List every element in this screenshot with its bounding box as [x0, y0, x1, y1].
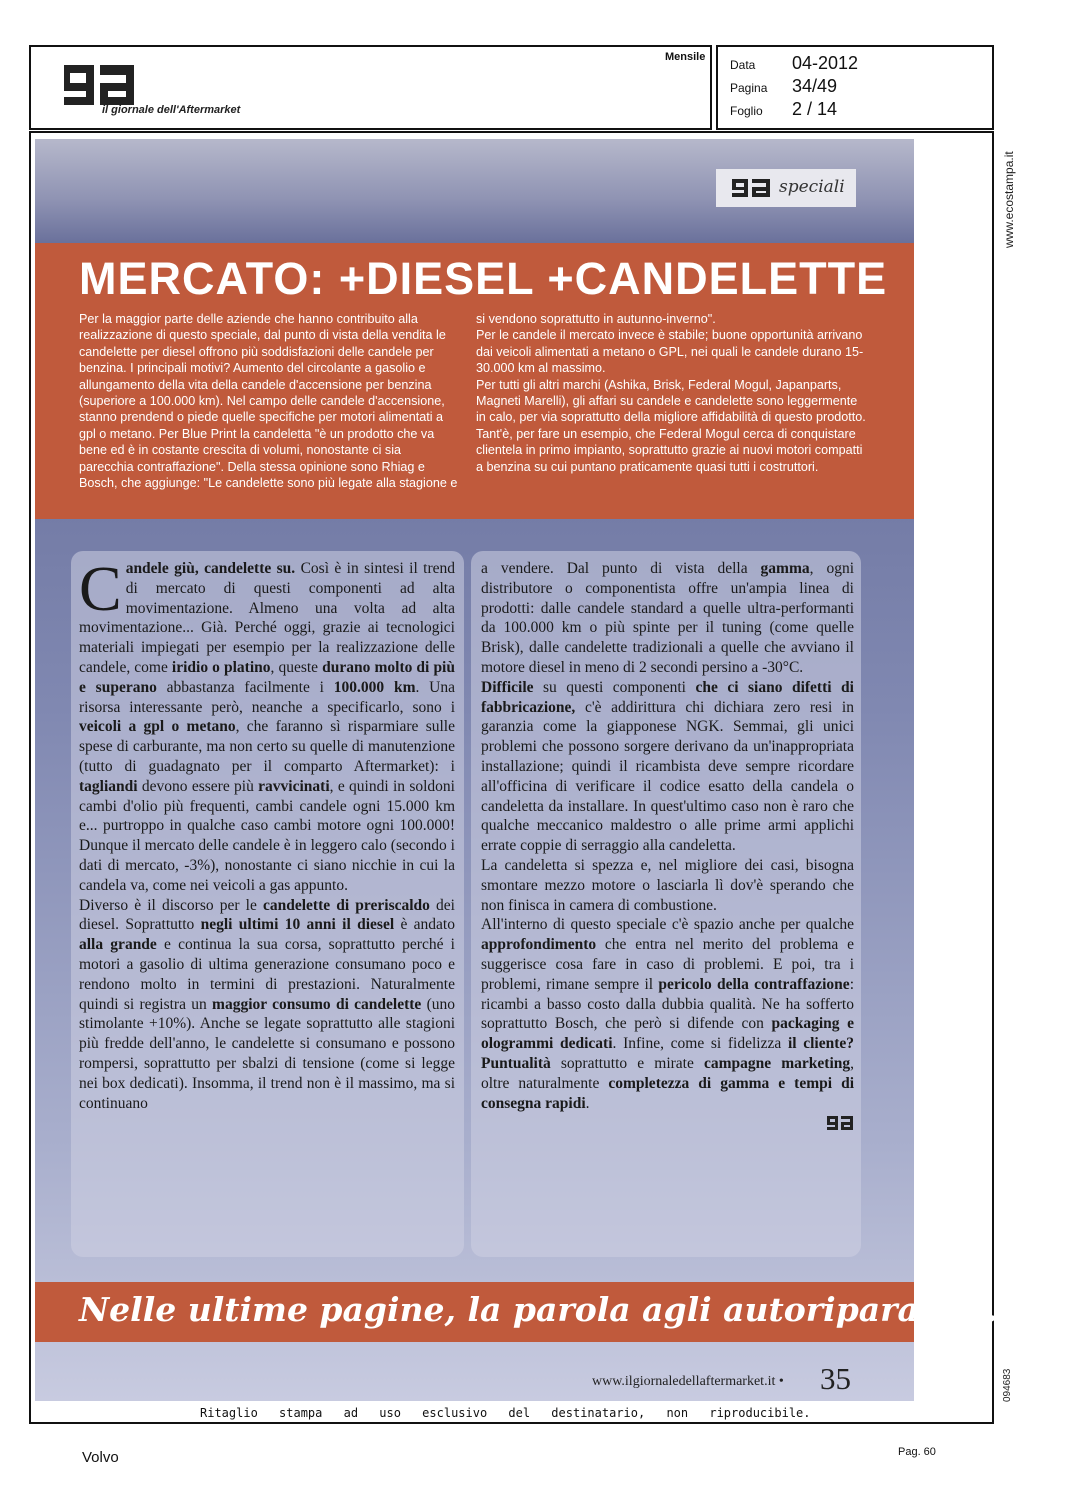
text-run: devono essere più	[137, 777, 259, 795]
intro-right	[476, 311, 866, 475]
meta-label: Foglio	[730, 104, 763, 118]
text-run: a vendere. Dal punto di vista della	[481, 560, 761, 577]
bottom-banner	[35, 1282, 1021, 1342]
bold-run: iridio o platino	[171, 658, 271, 676]
bold-run: ravvicinati	[258, 777, 330, 795]
article-paragraph	[481, 559, 854, 678]
bold-run: tagliandi	[79, 777, 138, 795]
article-column-left	[79, 553, 456, 1113]
intro-paragraph: Tant'è, per fare un esempio, che Federal Mogul cerca di conquistare clientela in primo impianto, soprattutto grazie ai nuovi motori compatti a benzina su cui puntano praticamente quasi tutti i costruttori.	[476, 426, 863, 474]
bold-run: candelette di preriscaldo	[262, 896, 430, 914]
bold-run: che ci siano difetti di fabbricazione,	[481, 678, 854, 716]
text-run: è andato	[394, 916, 455, 934]
intro-paragraph: Per le candele il mercato invece è stabile; buone opportunità arrivano dai veicoli alimentati a metano o GPL, nei quali le candele durano 15-30.000 km al massimo.	[476, 328, 864, 376]
intro-paragraph: Per la maggior parte delle aziende che hanno contribuito alla realizzazione di questo speciale, dal punto di vista della vendita le candelette per diesel offrono più soddisfazioni delle candele per benzina. I principali motivi? Aumento del circolante a gasolio e allungamento della vita della candele d'accensione per benzina (superiore a 100.000 km). Nel campo delle candele d'accensione, stanno prendend o piede quelle specifiche per motori alimentati a gpl o metano. Per Blue Print la candeletta "è un prodotto che va bene ed è in costante crescita di volumi, nonostante ci sia parecchia contraffazione". Della stessa opinione sono Rhiag e Bosch, che aggiunge: "Le candelette sono più legate alla stagione e	[79, 312, 458, 491]
intro-paragraph: si vendono soprattutto in autunno-inverno".	[476, 312, 716, 326]
text-run: : ricambi a basso costo dalla dubbia qualità. Ne ha sofferto soprattutto Bosch, che però si difende con	[481, 975, 854, 1033]
bold-run: gamma	[760, 560, 810, 577]
text-run: Così è in sintesi il trend di mercato di questi componenti ad alta movimentazione. Almeno una volta ad alta movimentazione... Già. Perché oggi, grazie ai tecnologici materiali impiegati per esempio per la realizzazione delle candele, come	[79, 560, 456, 676]
bold-run: andele giù, candelette su.	[125, 560, 296, 577]
disclaimer: Ritaglio stampa ad uso esclusivo del destinatario, non riproducibile.	[200, 1406, 811, 1420]
text-run: All'interno di questo speciale c'è spazio anche per qualche	[481, 916, 854, 934]
text-run: su questi componenti	[533, 678, 696, 696]
section-label: speciali	[779, 177, 845, 197]
magazine-page-number: 35	[820, 1361, 851, 1396]
side-code: 094683	[1002, 1368, 1013, 1402]
text-run: . Infine, come si fidelizza	[612, 1035, 788, 1053]
bold-run: veicoli a gpl o metano	[79, 718, 236, 736]
text-run: , oltre naturalmente	[481, 1054, 854, 1092]
bold-run: completezza di gamma e tempi di consegna rapidi	[481, 1074, 854, 1112]
headline-block	[35, 243, 914, 519]
column-body	[79, 553, 456, 1113]
text-run: dei diesel. Soprattutto	[79, 896, 455, 934]
meta-label: Pagina	[730, 81, 768, 95]
text-run: e continua la sua corsa, soprattutto perché i motori a gasolio di ultima generazione consumano poco e rendono molto in termini di prestazioni. Naturalmente quindi si registra un	[79, 936, 455, 1013]
text-run: soprattutto e mirate	[550, 1054, 704, 1072]
text-run: La candeletta si spezza e, nel migliore dei casi, bisogna smontare mezzo motore o lasciarla lì dov'è sperando che non finisca in camera di combustione.	[481, 856, 854, 914]
text-run: Diverso è il discorso per le	[79, 896, 263, 914]
article-paragraph	[481, 856, 854, 915]
bold-run: pericolo della contraffazione	[658, 975, 850, 993]
article-paragraph	[481, 915, 854, 1113]
text-run: , che faranno sì risparmiare sulle spese di carburante, ma non certo su quelle di manutenzione (tutto di guadagnato per il comparto Aftermarket): i	[79, 718, 455, 775]
client-name: Volvo	[82, 1449, 119, 1466]
text-run: , ogni distributore o componentista offre un'ampia linea di prodotti: dalle candele standard a quelle ultra-performanti da 100.000 km o più spinte per il tuning (come quelle Brisk), dalle candelette tradizionali a quelle che avviano il motore diesel in meno di 2 secondi persino a -30°C.	[481, 560, 854, 676]
text-panel-right	[471, 551, 861, 1257]
bold-run: 100.000 km	[333, 678, 416, 696]
banner-text: Nelle ultime pagine, la parola agli autoriparatori...	[79, 1290, 1021, 1329]
article-column-right	[481, 559, 854, 1131]
ga-small-logo	[731, 177, 773, 199]
publication-header	[29, 45, 712, 130]
text-run: . Una risorsa interessante però, neanche a specificarlo, sono i	[79, 678, 455, 716]
bold-run: Difficile	[481, 678, 534, 696]
article-paragraph	[79, 553, 456, 896]
section-tag	[716, 169, 856, 207]
text-run: che entra nel merito del problema e suggerisce cosa fare in caso di problemi. E poi, tra i problemi, rimane sempre il	[481, 936, 854, 993]
article-paragraph	[481, 678, 854, 856]
meta-value: 34/49	[792, 76, 838, 96]
meta-value: 2 / 14	[792, 99, 838, 119]
article-paragraph	[79, 896, 455, 1114]
bold-run: approfondimento	[481, 936, 597, 954]
meta-label: Data	[730, 58, 756, 72]
bold-run: maggior consumo di candelette	[212, 995, 422, 1013]
bold-run: packaging e ologrammi dedicati	[481, 1015, 854, 1053]
text-run: abbastanza facilmente i	[156, 678, 334, 696]
document-page: Pag. 60	[898, 1446, 936, 1458]
text-run: c'è addirittura chi dichiara zero resi in garanzia come la giapponese NGK. Semmai, gli unici problemi che possono sorgere derivano da un'inappropriata installazione; quindi il ricambista deve sempre ricordare all'officina di verificare il codice esatto della candela o candeletta da installare. In quest'ultimo caso non è raro che qualche meccanico maldestro o alle prime armi applichi errate coppie di serraggio alla candeletta.	[481, 698, 854, 855]
headline: MERCATO: +DIESEL +CANDELETTE	[79, 253, 888, 304]
issue-meta	[716, 45, 994, 130]
frequency-label: Mensile	[665, 51, 706, 63]
text-run: , e quindi in soldoni cambi d'olio più frequenti, cambi candele ogni 15.000 km e... purtroppo in qualche caso cambi motore ogni 100.000! Dunque il mercato delle candele è in leggero calo (secondo i dati di mercato, -3%), nonostante ci siano nicchie in cui la candela va, come nei veicoli a gas appunto.	[79, 777, 455, 894]
footer-url: www.ilgiornaledellaftermarket.it •	[592, 1374, 784, 1389]
column-body	[481, 559, 854, 1113]
bold-run: campagne marketing	[703, 1054, 851, 1072]
intro-paragraph: Per tutti gli altri marchi (Ashika, Brisk, Federal Mogul, Japanparts, Magneti Marelli), gli affari su candele e candelette sono leggermente in calo, per via soprattutto della migliore affidabilità di questo prodotto.	[476, 377, 866, 425]
bold-run: durano molto di più e superano	[79, 658, 455, 696]
bold-run: il cliente? Puntualità	[481, 1035, 855, 1072]
bold-run: negli ultimi 10 anni il diesel	[200, 916, 395, 934]
side-website: www.ecostampa.it	[1002, 151, 1016, 248]
ga-end-mark-icon	[826, 1115, 854, 1131]
text-run: (uno stimolante +10%). Anche se legate soprattutto alle stagioni più fredde dell'anno, le candelette si consumano e possono rompersi, soprattutto per sbalzi di tensione (come si legge nei box dedicati). Insomma, il trend non è il massimo, ma si continuano	[79, 995, 455, 1112]
intro-left	[79, 311, 459, 491]
bold-run: alla grande	[79, 936, 157, 954]
text-panel-left	[71, 551, 464, 1257]
logo-text: il giornale dell'Aftermarket	[102, 104, 241, 116]
drop-cap: C	[79, 553, 122, 624]
text-run: , queste	[270, 658, 323, 676]
meta-value: 04-2012	[792, 53, 859, 73]
text-run: .	[585, 1094, 590, 1112]
